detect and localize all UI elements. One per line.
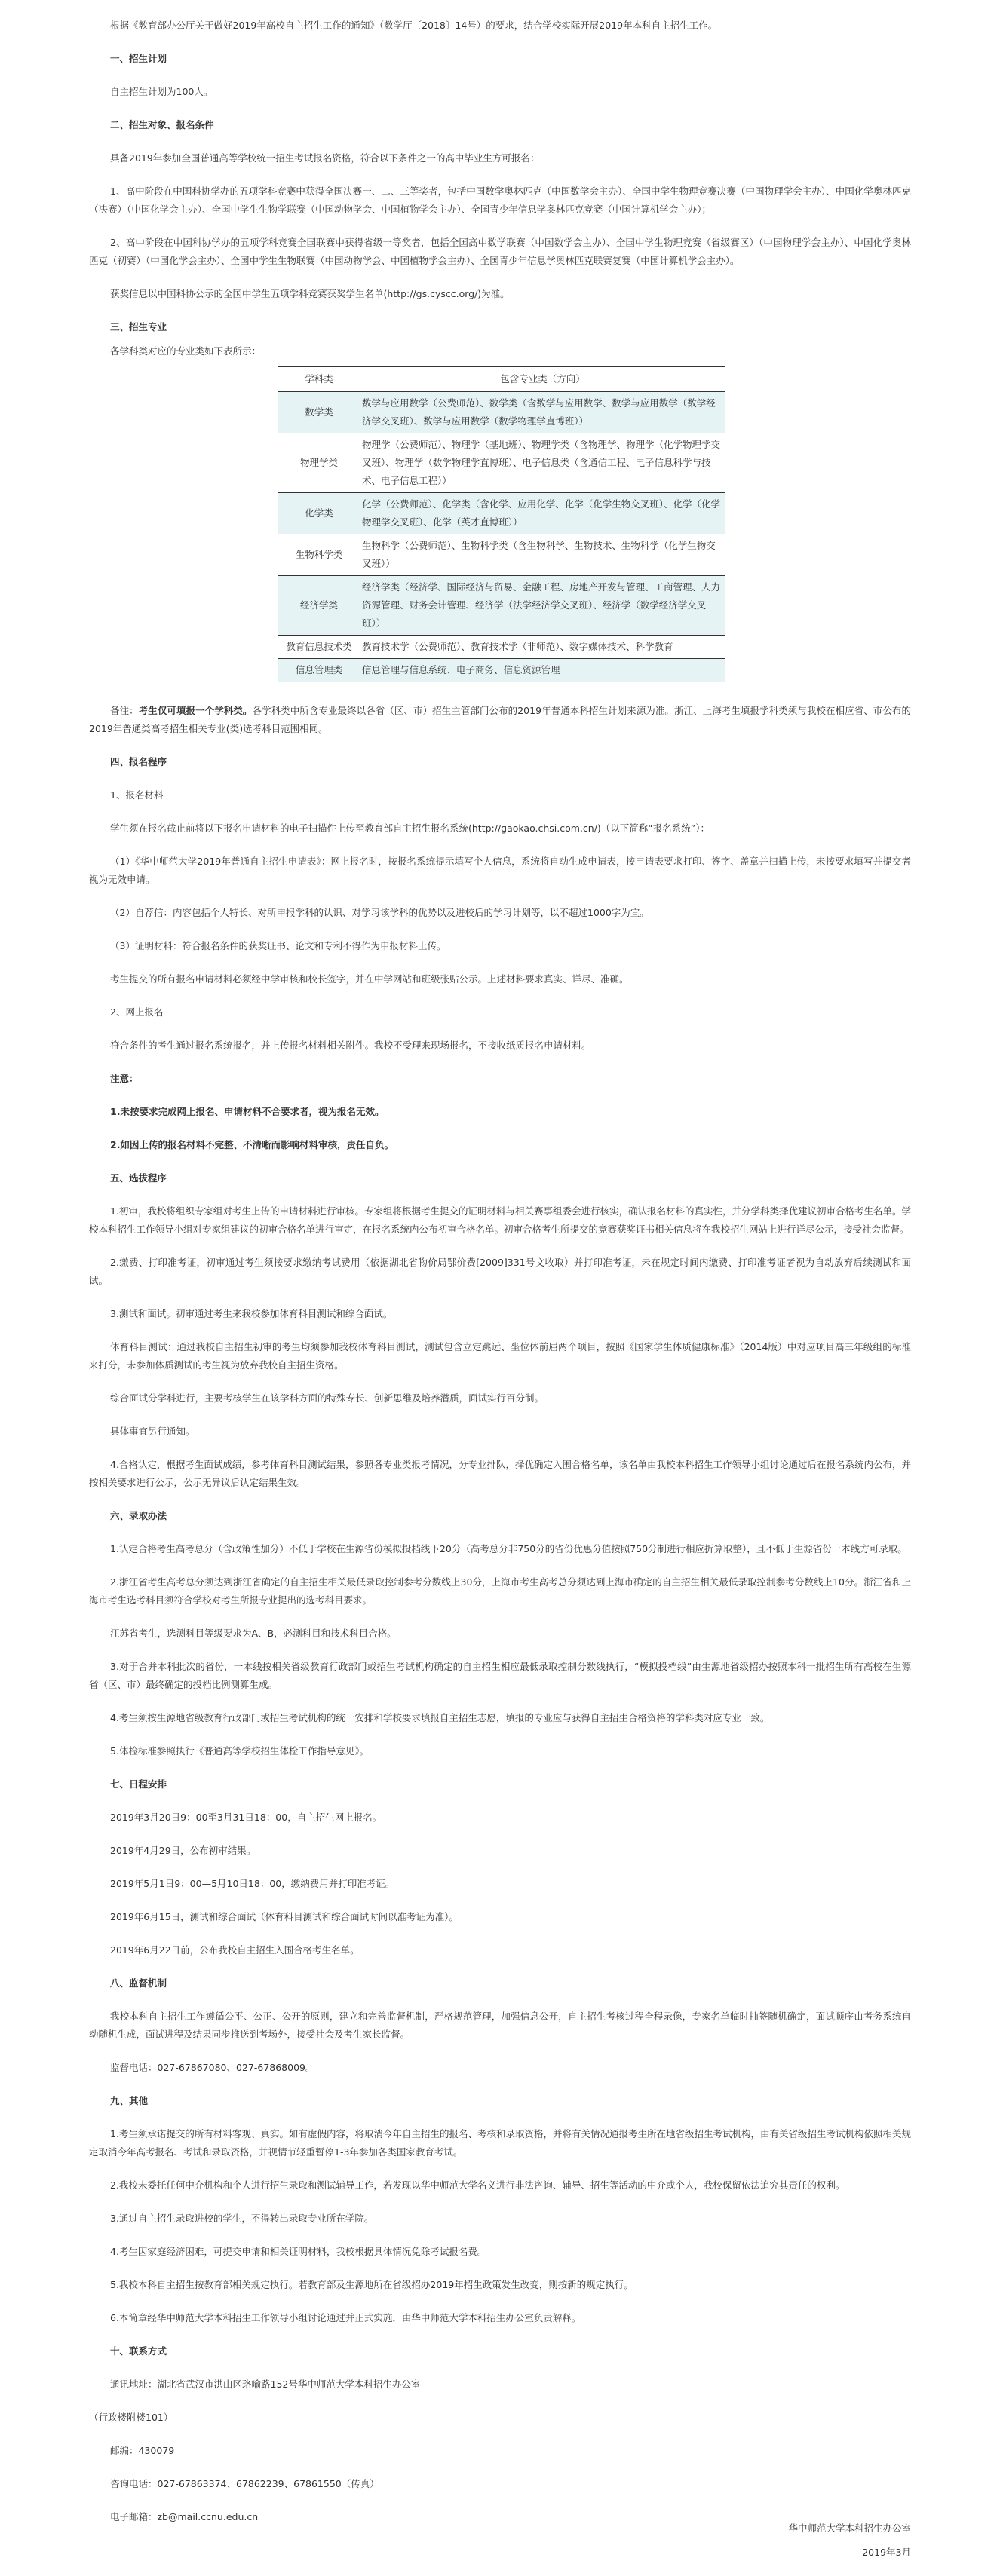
selection-item-2: 2.缴费、打印准考证，初审通过考生须按要求缴纳考试费用（依据湖北省物价局鄂价费[2009]331号文收取）并打印准考证，未在规定时间内缴费、打印准考证者视为自动放弃后续测试和面试。: [89, 1257, 911, 1286]
notice-title: 注意：: [110, 1073, 139, 1084]
note-text: 各学科类中所含专业最终以各省（区、市）招生主管部门公布的2019年普通本科招生计划来源为准。浙江、上海考生填报学科类须与我校在相应省、市公布的2019年普通类高考招生相关专业(类)选考科目范围相同。: [89, 705, 911, 734]
table-cell-majors: 信息管理与信息系统、电子商务、信息资源管理: [360, 659, 725, 682]
table-cell-majors: 数学与应用数学（公费师范）、数学类（含数学与应用数学、数学与应用数学（数学经济学交叉班）、数学与应用数学（数学物理学直博班））: [360, 392, 725, 433]
table-cell-category: 物理学类: [278, 433, 360, 493]
table-row: [278, 433, 725, 493]
table-cell-majors: 教育技术学（公费师范）、教育技术学（非师范）、数字媒体技术、科学教育: [360, 636, 725, 659]
table-row: [278, 636, 725, 659]
table-cell-category: 信息管理类: [278, 659, 360, 682]
table-cell-category: 生物科学类: [278, 534, 360, 576]
contact-address: 通讯地址：湖北省武汉市洪山区珞喻路152号华中师范大学本科招生办公室: [110, 2378, 421, 2390]
selection-item-1: 1.初审，我校将组织专家组对考生上传的申请材料进行审核。专家组将根据考生提交的证明材料与相关赛事组委会进行核实，确认报名材料的真实性，并分学科类择优建议初审合格考生名单。学校本科招生工作领导小组对专家组建议的初审合格名单进行审定，在报名系统内公布初审合格名单。初审合格考生所提交的竞赛获奖证书相关信息将在我校招生网站上进行详尽公示，接受社会监督。: [89, 1205, 911, 1235]
other-item: 2.我校未委托任何中介机构和个人进行招生录取和测试辅导工作，若发现以华中师范大学名义进行非法咨询、辅导、招生等活动的中介或个人，我校保留依法追究其责任的权利。: [110, 2179, 845, 2191]
signature-org: 华中师范大学本科招生办公室: [788, 2522, 911, 2534]
admissions-document: [89, 17, 911, 2541]
materials-item-1: （1）《华中师范大学2019年普通自主招生申请表》：网上报名时，按报名系统提示填写个人信息，系统将自动生成申请表，按申请表要求打印、签字、盖章并扫描上传，未按要求填写并提交者视为无效申请。: [89, 856, 911, 885]
table-cell-majors: 物理学（公费师范）、物理学（基地班）、物理学类（含物理学、物理学（化学物理学交叉班）、物理学（数学物理学直博班）、电子信息类（含通信工程、电子信息科学与技术、电子信息工程））: [360, 433, 725, 493]
eligibility-item-1: 1、高中阶段在中国科协学办的五项学科竞赛中获得全国决赛一、二、三等奖者，包括中国数学奥林匹克（中国数学会主办）、全国中学生物理竞赛决赛（中国物理学会主办）、中国化学奥林匹克（决赛）（中国化学会主办）、全国中学生生物学联赛（中国动物学会、中国植物学会主办）、全国青少年信息学奥林匹克竞赛（中国计算机学会主办）；: [89, 185, 911, 215]
section-2-title: 二、招生对象、报名条件: [110, 119, 214, 130]
notice-item-1: 1.未按要求完成网上报名、申请材料不合要求者，视为报名无效。: [110, 1106, 385, 1117]
section-10-title: 十、联系方式: [110, 2345, 167, 2357]
section-8-title: 八、监督机制: [110, 1977, 167, 1989]
admission-item-2: 2.浙江省考生高考总分须达到浙江省确定的自主招生相关最低录取控制参考分数线上30分，上海市考生高考总分须达到上海市确定的自主招生相关最低录取控制参考分数线上10分。浙江省和上海市考生选考科目须符合学校对考生所报专业提出的选考科目要求。: [89, 1576, 911, 1606]
physical-test-paragraph: 体育科目测试：通过我校自主招生初审的考生均须参加我校体育科目测试，测试包含立定跳远、坐位体前屈两个项目，按照《国家学生体质健康标准》（2014版）中对应项目高三年级组的标准来打分，未参加体质测试的考生视为放弃我校自主招生资格。: [89, 1341, 911, 1371]
eligibility-item-2: 2、高中阶段在中国科协学办的五项学科竞赛全国联赛中获得省级一等奖者，包括全国高中数学联赛（中国数学会主办）、全国中学生物理竞赛（省级赛区）（中国物理学会主办）、中国化学奥林匹克（初赛）（中国化学会主办）、全国中学生生物联赛（中国动物学会、中国植物学会主办）、全国青少年信息学奥林匹克联赛复赛（中国计算机学会主办）。: [89, 237, 911, 266]
eligibility-paragraph: 具备2019年参加全国普通高等学校统一招生考试报名资格，符合以下条件之一的高中毕业生方可报名：: [110, 152, 540, 164]
section-4-title: 四、报名程序: [110, 756, 167, 767]
table-row: [278, 576, 725, 636]
materials-paragraph: 学生须在报名截止前将以下报名申请材料的电子扫描件上传至教育部自主招生报名系统(http://gaokao.chsi.com.cn/)（以下简称“报名系统”）：: [110, 822, 710, 834]
schedule-item: 2019年6月22日前，公布我校自主招生入围合格考生名单。: [110, 1944, 360, 1956]
table-cell-category: 化学类: [278, 493, 360, 534]
section-7-title: 七、日程安排: [110, 1778, 167, 1790]
section-9-title: 九、其他: [110, 2095, 149, 2106]
majors-table: [278, 366, 725, 682]
note-prefix: 备注：: [110, 705, 139, 716]
table-row: [278, 392, 725, 433]
majors-lead: 各学科类对应的专业类如下表所示：: [110, 345, 262, 357]
table-header-category: 学科类: [278, 367, 360, 392]
selection-item-4: 4.合格认定，根据考生面试成绩，参考体育科目测试结果，参照各专业类报考情况，分专业排队，择优确定入围合格名单，该名单由我校本科招生工作领导小组讨论通过后在报名系统内公布，并按相关要求进行公示，公示无异议后认定结果生效。: [89, 1459, 911, 1488]
online-registration-paragraph: 符合条件的考生通过报名系统报名，并上传报名材料相关附件。我校不受理来现场报名，不接收纸质报名申请材料。: [110, 1040, 591, 1051]
table-row: [278, 659, 725, 682]
signature-date: 2019年3月: [862, 2547, 911, 2558]
other-item: 5.我校本科自主招生按教育部相关规定执行。若教育部及生源地所在省级招办2019年招生政策发生改变，则按新的规定执行。: [110, 2279, 633, 2290]
table-row: [278, 493, 725, 534]
table-row: [278, 534, 725, 576]
table-cell-majors: 化学（公费师范）、化学类（含化学、应用化学、化学（化学生物交叉班）、化学（化学物理学交叉班）、化学（英才直博班））: [360, 493, 725, 534]
admission-item-1: 1.认定合格考生高考总分（含政策性加分）不低于学校在生源省份模拟投档线下20分（高考总分非750分的省份优惠分值按照750分制进行相应折算取整），且不低于生源省份一本线方可录取。: [110, 1543, 907, 1554]
table-cell-category: 教育信息技术类: [278, 636, 360, 659]
materials-item-2: （2）自荐信：内容包括个人特长、对所申报学科的认识、对学习该学科的优势以及进校后的学习计划等，以不超过1000字为宜。: [110, 907, 649, 918]
schedule-item: 2019年4月29日，公布初审结果。: [110, 1845, 256, 1856]
section-6-title: 六、录取办法: [110, 1510, 167, 1521]
majors-note: [89, 702, 911, 738]
table-cell-category: 经济学类: [278, 576, 360, 636]
admission-item-5: 5.体检标准参照执行《普通高等学校招生体检工作指导意见》。: [110, 1745, 370, 1757]
jiangsu-paragraph: 江苏省考生，选测科目等级要求为A、B，必测科目和技术科目合格。: [110, 1628, 397, 1639]
contact-postcode: 邮编：430079: [110, 2445, 175, 2456]
table-header-majors: 包含专业类（方向）: [360, 367, 725, 392]
table-cell-majors: 生物科学（公费师范）、生物科学类（含生物科学、生物技术、生物科学（化学生物交叉班））: [360, 534, 725, 576]
section-1-title: 一、招生计划: [110, 53, 167, 64]
materials-subtitle: 1、报名材料: [110, 789, 164, 801]
award-info-paragraph: 获奖信息以中国科协公示的全国中学生五项学科竞赛获奖学生名单(http://gs.cyscc.org/)为准。: [110, 288, 510, 299]
note-emphasis: 考生仅可填报一个学科类。: [138, 705, 253, 716]
supervision-paragraph: 我校本科自主招生工作遵循公平、公正、公开的原则，建立和完善监督机制，严格规范管理，加强信息公开，自主招生考核过程全程录像，专家名单临时抽签随机确定，面试顺序由考务系统自动随机生成，面试进程及结果同步推送到考场外，接受社会及考生家长监督。: [89, 2011, 911, 2040]
other-item: 6.本简章经华中师范大学本科招生工作领导小组讨论通过并正式实施，由华中师范大学本科招生办公室负责解释。: [110, 2312, 581, 2323]
schedule-item: 2019年6月15日，测试和综合面试（体育科目测试和综合面试时间以准考证为准）。: [110, 1911, 459, 1922]
selection-item-3: 3.测试和面试。初审通过考生来我校参加体育科目测试和综合面试。: [110, 1308, 393, 1319]
contact-building: （行政楼附楼101）: [89, 2412, 173, 2423]
admission-item-3: 3.对于合并本科批次的省份，一本线按相关省级教育行政部门或招生考试机构确定的自主招生相应最低录取控制分数线执行，“模拟投档线”由生源地省级招办按照本科一批招生所有高校在生源省（区、市）最终确定的投档比例测算生成。: [89, 1661, 911, 1690]
notice-item-2: 2.如因上传的报名材料不完整、不清晰而影响材料审核，责任自负。: [110, 1139, 394, 1150]
contact-email: 电子邮箱：zb@mail.ccnu.edu.cn: [110, 2511, 259, 2522]
online-registration-subtitle: 2、网上报名: [110, 1006, 164, 1018]
materials-review-paragraph: 考生提交的所有报名申请材料必须经中学审核和校长签字，并在中学网站和班级张贴公示。上述材料要求真实、详尽、准确。: [110, 973, 629, 985]
supervision-phone: 监督电话：027-67867080、027-67868009。: [110, 2062, 315, 2073]
further-notice-paragraph: 具体事宜另行通知。: [110, 1426, 195, 1437]
schedule-item: 2019年3月20日9：00至3月31日18：00，自主招生网上报名。: [110, 1812, 382, 1823]
admission-item-4: 4.考生须按生源地省级教育行政部门或招生考试机构的统一安排和学校要求填报自主招生志愿，填报的专业应与获得自主招生合格资格的学科类对应专业一致。: [110, 1712, 770, 1723]
other-item: 1.考生须承诺提交的所有材料客观、真实。如有虚假内容，将取消今年自主招生的报名、考核和录取资格，并将有关情况通报考生所在地省级招生考试机构，由有关省级招生考试机构依照相关规定取消今年高考报名、考试和录取资格，并视情节轻重暂停1-3年参加各类国家教育考试。: [89, 2128, 911, 2158]
plan-paragraph: 自主招生计划为100人。: [110, 86, 213, 97]
other-item: 4.考生因家庭经济困难，可提交申请和相关证明材料，我校根据具体情况免除考试报名费。: [110, 2246, 487, 2257]
contact-phone: 咨询电话：027-67863374、67862239、67861550（传真）: [110, 2478, 379, 2489]
interview-paragraph: 综合面试分学科进行，主要考核学生在该学科方面的特殊专长、创新思维及培养潜质，面试实行百分制。: [110, 1392, 544, 1404]
other-item: 3.通过自主招生录取进校的学生，不得转出录取专业所在学院。: [110, 2213, 374, 2224]
materials-item-3: （3）证明材料：符合报名条件的获奖证书、论文和专利不得作为申报材料上传。: [110, 940, 446, 951]
section-5-title: 五、选拔程序: [110, 1172, 167, 1184]
table-cell-majors: 经济学类（经济学、国际经济与贸易、金融工程、房地产开发与管理、工商管理、人力资源管理、财务会计管理、经济学（法学经济学交叉班）、经济学（数学经济学交叉班））: [360, 576, 725, 636]
section-3-title: 三、招生专业: [110, 321, 167, 332]
schedule-item: 2019年5月1日9：00—5月10日18：00，缴纳费用并打印准考证。: [110, 1878, 395, 1889]
table-cell-category: 数学类: [278, 392, 360, 433]
intro-paragraph: 根据《教育部办公厅关于做好2019年高校自主招生工作的通知》（教学厅〔2018〕14号）的要求，结合学校实际开展2019年本科自主招生工作。: [110, 20, 718, 31]
